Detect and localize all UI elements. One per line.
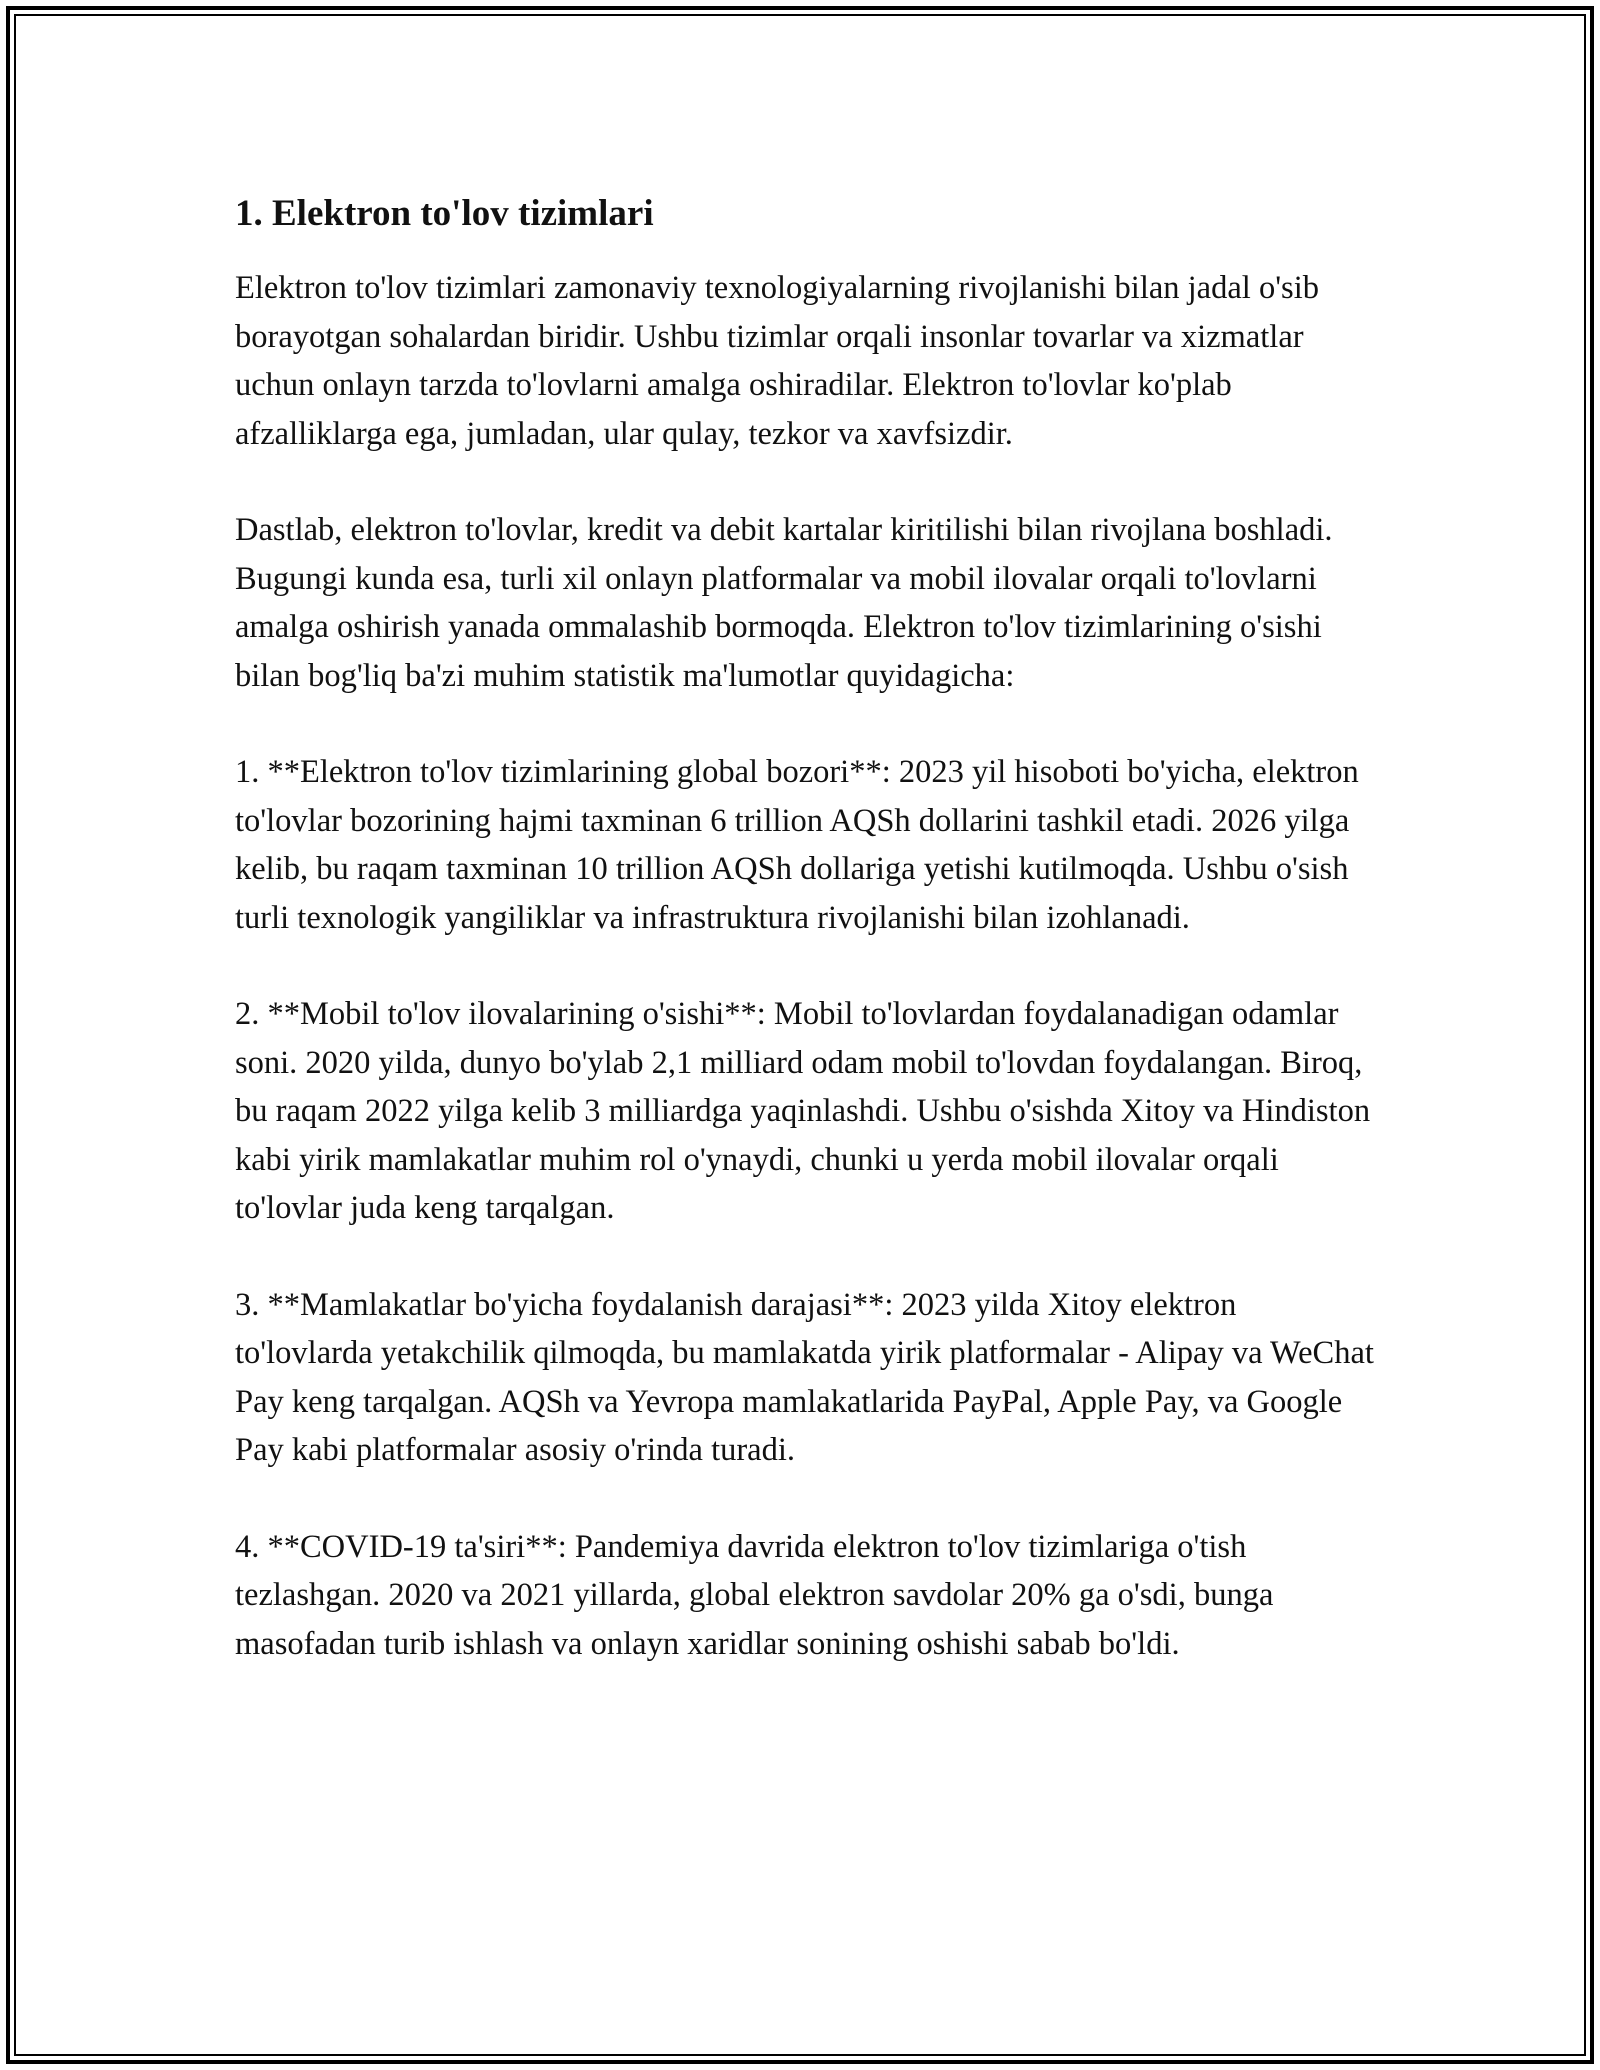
history-paragraph: Dastlab, elektron to'lovlar, kredit va debit kartalar kiritilishi bilan rivojlana boshladi. Bugungi kunda esa, turli xil onlayn platformalar va mobil ilovalar orqali to'lovlarni amalga oshirish yanada ommalashib bormoqda. Elektron to'lov tizimlarining o'sishi bilan bog'liq ba'zi muhim statistik ma'lumotlar quyidagicha: (235, 512, 1333, 694)
document-body (235, 188, 1375, 1716)
intro-paragraph: Elektron to'lov tizimlari zamonaviy texnologiyalarning rivojlanishi bilan jadal o'sib borayotgan sohalardan biridir. Ushbu tizimlar orqali insonlar tovarlar va xizmatlar uchun onlayn tarzda to'lovlarni amalga oshiradilar. Elektron to'lovlar ko'plab afzalliklarga ega, jumladan, ular qulay, tezkor va xavfsizdir. (235, 270, 1319, 452)
section-heading: 1. Elektron to'lov tizimlari (235, 193, 654, 234)
list-item-mobile-payments: 2. **Mobil to'lov ilovalarining o'sishi**: Mobil to'lovlardan foydalanadigan odamlar soni. 2020 yilda, dunyo bo'ylab 2,1 milliard odam mobil to'lovdan foydalangan. Biroq, bu raqam 2022 yilga kelib 3 milliardga yaqinlashdi. Ushbu o'sishda Xitoy va Hindiston kabi yirik mamlakatlar muhim rol o'ynaydi, chunki u yerda mobil ilovalar orqali to'lovlar juda keng tarqalgan. (235, 996, 1371, 1226)
list-item-global-market: 1. **Elektron to'lov tizimlarining global bozori**: 2023 yil hisoboti bo'yicha, elektron to'lovlar bozorining hajmi taxminan 6 trillion AQSh dollarini tashkil etadi. 2026 yilga kelib, bu raqam taxminan 10 trillion AQSh dollariga yetishi kutilmoqda. Ushbu o'sish turli texnologik yangiliklar va infrastruktura rivojlanishi bilan izohlanadi. (235, 754, 1359, 936)
list-item-country-usage: 3. **Mamlakatlar bo'yicha foydalanish darajasi**: 2023 yilda Xitoy elektron to'lovlarda yetakchilik qilmoqda, bu mamlakatda yirik platformalar - Alipay va WeChat Pay keng tarqalgan. AQSh va Yevropa mamlakatlarida PayPal, Apple Pay, va Google Pay kabi platformalar asosiy o'rinda turadi. (235, 1286, 1374, 1468)
list-item-covid-impact: 4. **COVID-19 ta'siri**: Pandemiya davrida elektron to'lov tizimlariga o'tish tezlashgan. 2020 va 2021 yillarda, global elektron savdolar 20% ga o'sdi, bunga masofadan turib ishlash va onlayn xaridlar sonining oshishi sabab bo'ldi. (235, 1528, 1274, 1662)
